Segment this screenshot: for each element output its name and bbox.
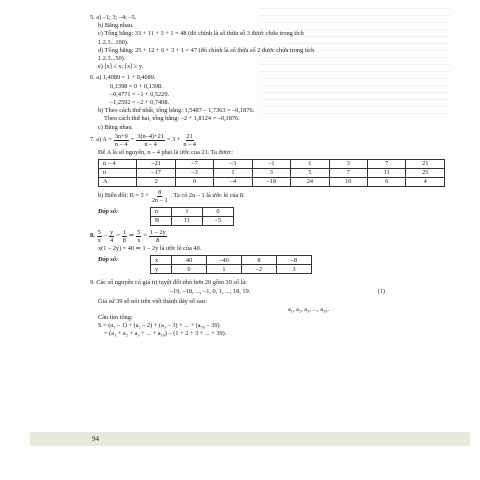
ex7-formula (90, 133, 445, 148)
fraction-denominator: 4 (110, 237, 114, 245)
table-cell: 25 (406, 169, 445, 178)
table-cell: –4 (214, 178, 252, 187)
table-cell: 1 (172, 208, 203, 217)
table-cell: B (151, 217, 172, 226)
table-cell: n (99, 169, 137, 178)
answer-label: Đáp số: (98, 256, 119, 264)
ex9-l5: Cần tìm tổng: (98, 314, 133, 322)
ex9-l1: 9. Các số nguyên có giá trị tuyệt đối nhỏ hơn 20 gồm 39 số là: (90, 279, 247, 287)
fraction-numerator: 5 (137, 229, 141, 237)
fraction-denominator: x (97, 237, 101, 245)
ex6-a2: 0,1398 = 0 + 0,1398. (110, 82, 163, 90)
table-cell: –5 (203, 217, 234, 226)
table-row (151, 217, 234, 226)
table-cell: n – 4 (99, 160, 137, 169)
ex7-condition: Để A là số nguyên, n – 4 phải là ước của 21. Ta được: (98, 148, 233, 156)
solutions-content (90, 14, 445, 339)
table-cell: y (151, 265, 172, 274)
fraction-denominator: n – 4 (114, 140, 128, 148)
fraction-numerator: 8 (158, 189, 162, 197)
table-cell: 5 (291, 169, 329, 178)
fraction-numerator: 21 (186, 132, 193, 140)
table-cell: –17 (137, 169, 175, 178)
ex7-prefix: 7. a) A = (90, 136, 112, 144)
ex7-fraction-2 (136, 133, 165, 148)
implies-sign: ⇒ (128, 232, 135, 240)
ex5-a: 5. a) –1; 3; –4; –5. (90, 14, 137, 21)
table-cell: 3 (277, 265, 312, 274)
ex7-b-formula (90, 189, 445, 204)
fraction-numerator: 3(n–4)+21 (137, 132, 164, 140)
fraction-numerator: 1 (122, 229, 126, 237)
ex6-a4: –1,2592 = –2 + 0,7408. (110, 99, 170, 107)
table-cell: 7 (368, 160, 406, 169)
table-cell: 7 (329, 169, 367, 178)
table-cell: –8 (277, 256, 312, 265)
ex7-b-suffix: . Ta có 2n – 1 là ước lẻ của 8. (170, 192, 245, 200)
minus-sign: – (103, 232, 108, 240)
ex8-fraction-2 (109, 229, 114, 244)
table-cell: –7 (175, 160, 213, 169)
ex5-b: b) Bằng nhau. (98, 22, 134, 30)
ex9-l2: –19, –18, ..., –1, 0, 1, ..., 18, 19. (170, 288, 251, 296)
ex5-c2: 1.2.3...100). (98, 38, 129, 46)
ex8-prefix: 8. (90, 232, 95, 240)
ex7-answer (98, 205, 445, 228)
ex5-d1: d) Tổng bằng: 25 + 12 + 6 + 3 + 1 = 47 (đó chính là số thừa số 2 được chứa trong tích (98, 46, 315, 54)
ex5-c1: c) Tổng bằng: 33 + 11 + 3 + 1 = 48 (đó chính là số thừa số 3 được chứa trong tích (98, 30, 304, 38)
table-cell: 8 (242, 256, 277, 265)
ex7-answer-table (150, 207, 234, 226)
ex5-d2: 1.2.3...50). (98, 55, 126, 63)
table-row (151, 265, 312, 274)
ex7-fraction-1 (114, 133, 129, 148)
ex9-l7: = (a₁ + a₂ + a₃ + ... + a₃₉) – (1 + 2 + 3 + ... + 39). (104, 330, 227, 338)
fraction-denominator: 8 (156, 237, 160, 245)
fraction-numerator: 5 (97, 229, 101, 237)
fraction-denominator: 8 (122, 237, 126, 245)
fraction-denominator: x (137, 237, 141, 245)
table-cell: 3 (329, 160, 367, 169)
table-cell: 21 (406, 160, 445, 169)
table-cell: 40 (172, 256, 207, 265)
ex9-l4: a₁, a₂, a₃, ..., a₃₉. (288, 305, 330, 313)
ex7-b-prefix: b) Biến đổi: B = 3 + (98, 192, 149, 200)
table-cell: –18 (252, 178, 290, 187)
table-cell: 0 (175, 178, 213, 187)
ex8-answer (98, 253, 445, 276)
ex8-fraction-5 (149, 229, 167, 244)
table-cell: –21 (137, 160, 175, 169)
equation-tag: (1) (377, 288, 385, 296)
table-row (151, 256, 312, 265)
ex8-fraction-4 (136, 229, 141, 244)
table-cell: –40 (207, 256, 242, 265)
ex5-e: e) [x] ≤ x; [x] ≥ y. (98, 63, 144, 71)
equals-sign: = (116, 232, 120, 240)
table-cell: 0 (172, 265, 207, 274)
ex8-answer-table (150, 255, 312, 274)
table-cell: 6 (368, 178, 406, 187)
equals-sign: = (130, 136, 135, 144)
fraction-numerator: 3n+9 (114, 132, 128, 140)
table-cell: 1 (291, 160, 329, 169)
table-cell: 24 (291, 178, 329, 187)
ex6-b2: Theo cách thứ hai, tổng bằng: –2 + 1,8124 = –0,1876. (104, 115, 240, 123)
fraction-denominator: n – 4 (183, 140, 196, 148)
fraction-denominator: 2n – 1 (151, 197, 168, 205)
table-cell: 4 (406, 178, 445, 187)
ex7-divisor-table (98, 159, 445, 187)
table-cell: 1 (207, 265, 242, 274)
table-row (99, 169, 445, 178)
table-cell: –2 (242, 265, 277, 274)
fraction-numerator: 1 – 2y (149, 229, 166, 237)
ex6-a1: 6. a) 1,4089 = 1 + 0,4089. (90, 74, 156, 82)
ex8-fraction-1 (97, 229, 102, 244)
table-row (99, 178, 445, 187)
equals-sign: = (143, 232, 147, 240)
table-row (151, 208, 234, 217)
answer-label: Đáp số: (98, 208, 119, 216)
ex6-b: b) Theo cách thứ nhất, tổng bằng: 1,5487 – 1,7363 = –0,1876. (98, 107, 255, 115)
ex8-formula (90, 229, 445, 244)
table-cell: 10 (329, 178, 367, 187)
page-number: 94 (92, 435, 99, 443)
table-cell: 11 (172, 217, 203, 226)
table-cell: x (151, 256, 172, 265)
plus-term: = 3 + (166, 136, 181, 144)
ex9-l3: Giả sử 39 số nói trên viết thành dãy số sau: (98, 297, 207, 305)
ex8-line2: x(1 – 2y) = 40 ⇒ 1 – 2y là ước lẻ của 40. (98, 245, 202, 253)
table-cell: 0 (203, 208, 234, 217)
ex7-fraction-3 (182, 133, 197, 148)
table-cell: –3 (214, 160, 252, 169)
ex8-fraction-3 (122, 229, 127, 244)
ex9-l6: S = (a₁ – 1) + (a₂ – 2) + (a₃ – 3) + ... + (a₃₉ – 39) (98, 322, 220, 330)
ex9-l2-row (90, 288, 445, 296)
table-cell: n (151, 208, 172, 217)
fraction-denominator: n – 4 (144, 140, 157, 148)
table-cell: 2 (137, 178, 175, 187)
table-cell: 3 (252, 169, 290, 178)
table-cell: A (99, 178, 137, 187)
table-cell: 11 (368, 169, 406, 178)
table-row (99, 160, 445, 169)
ex6-a3: –0,4771 = –1 + 0,5229. (110, 90, 170, 98)
table-cell: –3 (175, 169, 213, 178)
ex6-c: c) Bằng nhau. (98, 123, 134, 131)
table-cell: –1 (252, 160, 290, 169)
ex7-b-fraction (151, 189, 169, 204)
table-cell: 1 (214, 169, 252, 178)
fraction-numerator: y (110, 229, 114, 237)
